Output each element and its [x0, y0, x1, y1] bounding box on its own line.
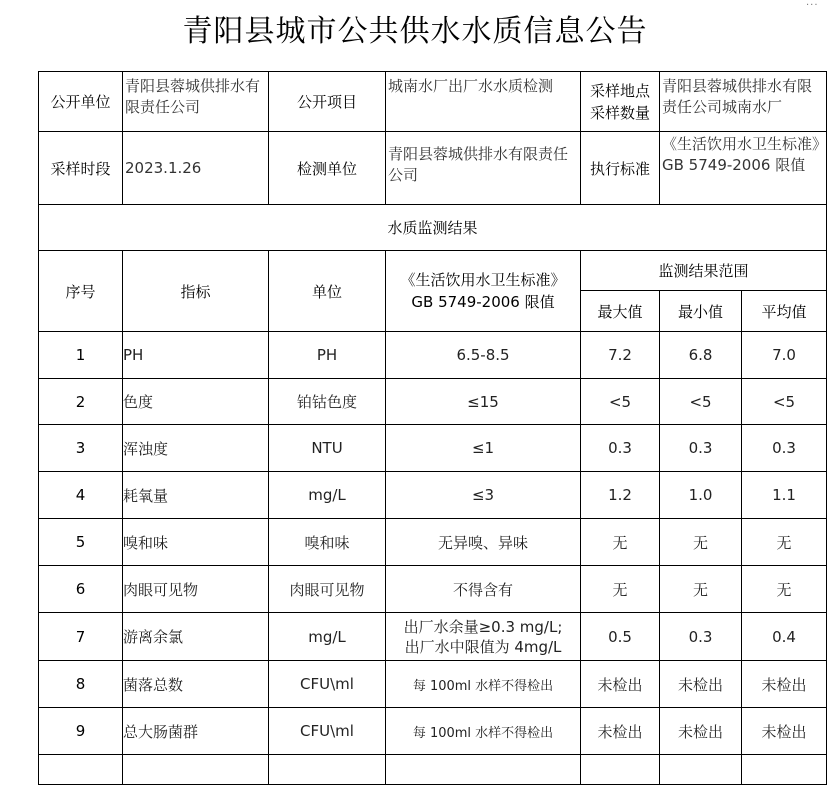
row-limit: ≤15	[386, 379, 581, 425]
water-quality-table	[38, 71, 827, 785]
table-row	[39, 472, 827, 519]
public-unit-label: 公开单位	[39, 72, 123, 132]
sample-time-value: 2023.1.26	[123, 132, 269, 205]
row-unit: PH	[269, 332, 386, 379]
sample-place-value: 青阳县蓉城供排水有限责任公司城南水厂	[660, 72, 827, 132]
row-limit: 6.5-8.5	[386, 332, 581, 379]
row-max: 0.5	[581, 613, 660, 661]
row-index: 7	[39, 613, 123, 661]
row-avg: 未检出	[742, 661, 827, 708]
header-max: 最大值	[581, 291, 660, 332]
row-indicator: 肉眼可见物	[123, 566, 269, 613]
row-indicator: 浑浊度	[123, 425, 269, 472]
row-unit: CFU\ml	[269, 708, 386, 755]
table-row	[39, 519, 827, 566]
row-index: 6	[39, 566, 123, 613]
test-unit-value: 青阳县蓉城供排水有限责任公司	[386, 132, 581, 205]
row-limit: ≤3	[386, 472, 581, 519]
sample-place-label-line1: 采样地点	[589, 81, 650, 100]
table-row	[39, 379, 827, 425]
row-max: 未检出	[581, 708, 660, 755]
row-min: 0.3	[660, 613, 742, 661]
row-max: 无	[581, 519, 660, 566]
public-unit-value: 青阳县蓉城供排水有限责任公司	[123, 72, 269, 132]
header-standard	[386, 251, 581, 332]
table-row	[39, 566, 827, 613]
sample-place-label	[581, 72, 660, 132]
page-title: 青阳县城市公共供水水质信息公告	[182, 14, 648, 49]
row-limit: ≤1	[386, 425, 581, 472]
row-unit: NTU	[269, 425, 386, 472]
standard-label: 执行标准	[581, 132, 660, 205]
row-indicator: 耗氧量	[123, 472, 269, 519]
row-avg: 0.3	[742, 425, 827, 472]
row-limit-line1: 出厂水余量≥0.3 mg/L;	[403, 617, 563, 636]
row-unit: 嗅和味	[269, 519, 386, 566]
sample-time-label: 采样时段	[39, 132, 123, 205]
row-index: 9	[39, 708, 123, 755]
row-limit: 无异嗅、异味	[386, 519, 581, 566]
row-max: <5	[581, 379, 660, 425]
row-indicator: PH	[123, 332, 269, 379]
row-unit: CFU\ml	[269, 661, 386, 708]
row-indicator: 菌落总数	[123, 661, 269, 708]
row-max: 无	[581, 566, 660, 613]
info-row-2	[39, 132, 827, 205]
test-unit-label: 检测单位	[269, 132, 386, 205]
row-unit: 肉眼可见物	[269, 566, 386, 613]
header-avg: 平均值	[742, 291, 827, 332]
row-avg: 无	[742, 566, 827, 613]
row-min: 未检出	[660, 661, 742, 708]
row-unit: mg/L	[269, 472, 386, 519]
row-avg: 无	[742, 519, 827, 566]
row-index: 4	[39, 472, 123, 519]
row-limit	[386, 613, 581, 661]
section-title: 水质监测结果	[39, 205, 827, 251]
row-index: 3	[39, 425, 123, 472]
row-max: 7.2	[581, 332, 660, 379]
header-standard-line1: 《生活饮用水卫生标准》	[400, 271, 566, 289]
row-max: 0.3	[581, 425, 660, 472]
table-row	[39, 613, 827, 661]
info-row-1	[39, 72, 827, 132]
row-index: 2	[39, 379, 123, 425]
row-indicator: 总大肠菌群	[123, 708, 269, 755]
row-unit: 铂钴色度	[269, 379, 386, 425]
row-min: 未检出	[660, 708, 742, 755]
header-row-1	[39, 251, 827, 291]
table-row	[39, 708, 827, 755]
table-row	[39, 425, 827, 472]
row-min: <5	[660, 379, 742, 425]
row-indicator: 色度	[123, 379, 269, 425]
sample-place-label-line2: 采样数量	[589, 103, 650, 122]
row-index: 1	[39, 332, 123, 379]
row-avg: <5	[742, 379, 827, 425]
header-index: 序号	[39, 251, 123, 332]
row-limit-line2: 出厂水中限值为 4mg/L	[404, 637, 562, 656]
row-min: 1.0	[660, 472, 742, 519]
row-unit: mg/L	[269, 613, 386, 661]
header-min: 最小值	[660, 291, 742, 332]
header-indicator: 指标	[123, 251, 269, 332]
row-avg: 0.4	[742, 613, 827, 661]
row-min: 6.8	[660, 332, 742, 379]
row-index: 8	[39, 661, 123, 708]
row-max: 1.2	[581, 472, 660, 519]
header-range: 监测结果范围	[581, 251, 827, 291]
public-item-label: 公开项目	[269, 72, 386, 132]
corner-mark: ···	[806, 0, 819, 11]
table-row	[39, 332, 827, 379]
row-limit: 每 100ml 水样不得检出	[386, 661, 581, 708]
row-avg: 7.0	[742, 332, 827, 379]
row-max: 未检出	[581, 661, 660, 708]
row-indicator: 嗅和味	[123, 519, 269, 566]
header-unit: 单位	[269, 251, 386, 332]
row-limit: 每 100ml 水样不得检出	[386, 708, 581, 755]
header-standard-line2: GB 5749-2006 限值	[411, 293, 555, 311]
row-min: 无	[660, 519, 742, 566]
row-index: 5	[39, 519, 123, 566]
row-indicator: 游离余氯	[123, 613, 269, 661]
row-avg: 1.1	[742, 472, 827, 519]
table-row	[39, 661, 827, 708]
row-min: 无	[660, 566, 742, 613]
public-item-value: 城南水厂出厂水水质检测	[386, 72, 581, 132]
row-limit: 不得含有	[386, 566, 581, 613]
row-min: 0.3	[660, 425, 742, 472]
section-row	[39, 205, 827, 251]
row-avg: 未检出	[742, 708, 827, 755]
standard-value: 《生活饮用水卫生标准》GB 5749-2006 限值	[660, 132, 827, 205]
